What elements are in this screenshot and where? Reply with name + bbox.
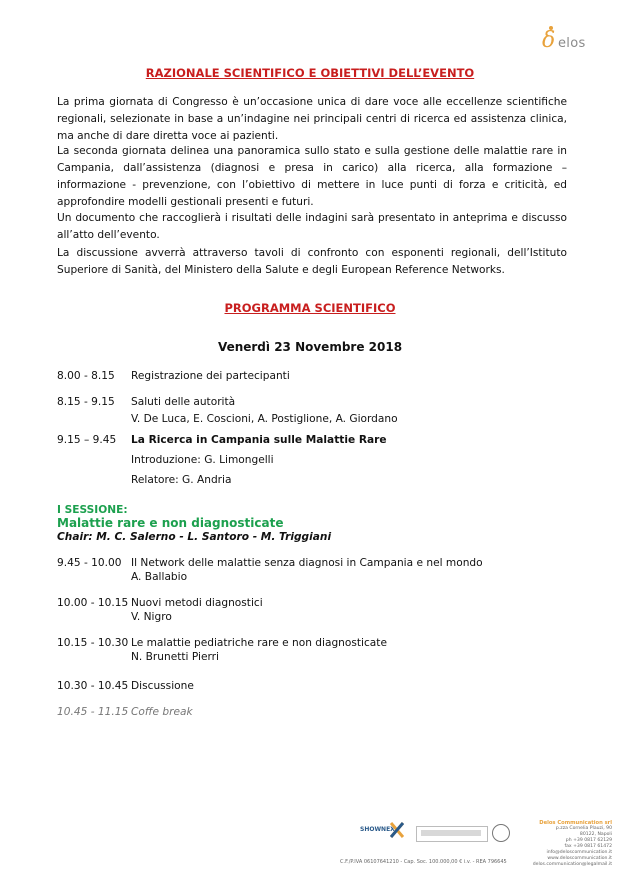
item-title: Coffe break xyxy=(131,706,193,718)
contact-line: www.deloscommunication.it xyxy=(547,856,612,861)
contact-line: delos.communication@legalmail.it xyxy=(532,862,612,867)
logo-mark: δ xyxy=(542,28,556,53)
contact-line: ph +39 0817 62129 xyxy=(565,838,612,843)
item-title: Saluti delle autorità xyxy=(131,396,236,408)
item-time: 9.15 – 9.45 xyxy=(57,434,117,446)
session-title: Malattie rare e non diagnosticate xyxy=(57,516,284,530)
company-contact xyxy=(512,820,612,868)
rationale-paragraph-2: La seconda giornata delinea una panoramica sullo stato e sulla gestione delle malattie rare in Campania, dall’assistenza (diagnosi e presa in carico) alla ricerca, alla formazione – informazione - prevenzione, con l’obiettivo di mettere in luce punti di forza e criticità, ed approfondire modelli gestionali presenti e futuri. xyxy=(57,145,567,208)
item-time: 8.15 - 9.15 xyxy=(57,396,115,408)
rationale-paragraph-3: Un documento che raccoglierà i risultati delle indagini sarà presentato in anteprima e discusso all’atto dell’evento. xyxy=(57,212,567,241)
item-time: 10.15 - 10.30 xyxy=(57,637,129,649)
programme-date: Venerdì 23 Novembre 2018 xyxy=(217,340,403,354)
item-time: 9.45 - 10.00 xyxy=(57,557,122,569)
sponsor-logo-text: SHOWNEX xyxy=(360,826,395,833)
sponsor-banner-logo xyxy=(416,826,488,842)
session-label: I SESSIONE: xyxy=(57,504,128,516)
item-title: Registrazione dei partecipanti xyxy=(131,370,290,382)
item-title: Le malattie pediatriche rare e non diagnosticate xyxy=(131,637,387,649)
contact-line: 80122, Napoli xyxy=(579,832,612,837)
seal-icon xyxy=(492,824,510,842)
contact-line: p.zza Cornelia Plauzi, 90 xyxy=(555,826,612,831)
item-title: Discussione xyxy=(131,680,194,692)
rationale-paragraph-4: La discussione avverrà attraverso tavoli di confronto con esponenti regionali, dell’Istituto Superiore di Sanità, del Ministero della Salute e degli European Reference Networks. xyxy=(57,247,567,276)
item-speaker: N. Brunetti Pierri xyxy=(131,651,219,663)
rationale-title: RAZIONALE SCIENTIFICO E OBIETTIVI DELL’EVENTO xyxy=(145,66,475,80)
logo-text: elos xyxy=(558,36,586,51)
item-time: 8.00 - 8.15 xyxy=(57,370,115,382)
item-introduction: Introduzione: G. Limongelli xyxy=(131,454,274,466)
item-time: 10.45 - 11.15 xyxy=(57,706,129,718)
delos-logo xyxy=(540,26,600,58)
sponsor-x-icon xyxy=(390,822,404,838)
item-speakers: V. De Luca, E. Coscioni, A. Postiglione, A. Giordano xyxy=(131,413,398,425)
item-title: Il Network delle malattie senza diagnosi in Campania e nel mondo xyxy=(131,557,483,569)
contact-line: fax +39 0817 61472 xyxy=(564,844,612,849)
sponsor-logos xyxy=(360,822,510,848)
rationale-paragraph-1: La prima giornata di Congresso è un’occasione unica di dare voce alle eccellenze scientifiche regionali, selezionate in base a un’indagine nei principali centri di ricerca ed assistenza clinica, ma anche di dare diretta voce ai pazienti. xyxy=(57,96,567,142)
item-time: 10.30 - 10.45 xyxy=(57,680,129,692)
item-speaker: A. Ballabio xyxy=(131,571,188,583)
company-name: Delos Communication srl xyxy=(539,820,612,826)
item-time: 10.00 - 10.15 xyxy=(57,597,129,609)
company-legal-info: C.F./P.IVA 06107641210 - Cap. Soc. 100.000,00 € i.v. - REA 796645 xyxy=(340,859,507,865)
item-title: La Ricerca in Campania sulle Malattie Rare xyxy=(131,434,387,446)
item-speaker: Relatore: G. Andria xyxy=(131,474,232,486)
item-title: Nuovi metodi diagnostici xyxy=(131,597,263,609)
programme-title: PROGRAMMA SCIENTIFICO xyxy=(224,301,396,315)
session-chair: Chair: M. C. Salerno - L. Santoro - M. Triggiani xyxy=(57,531,332,543)
contact-line: info@deloscommunication.it xyxy=(546,850,612,855)
item-speaker: V. Nigro xyxy=(131,611,172,623)
